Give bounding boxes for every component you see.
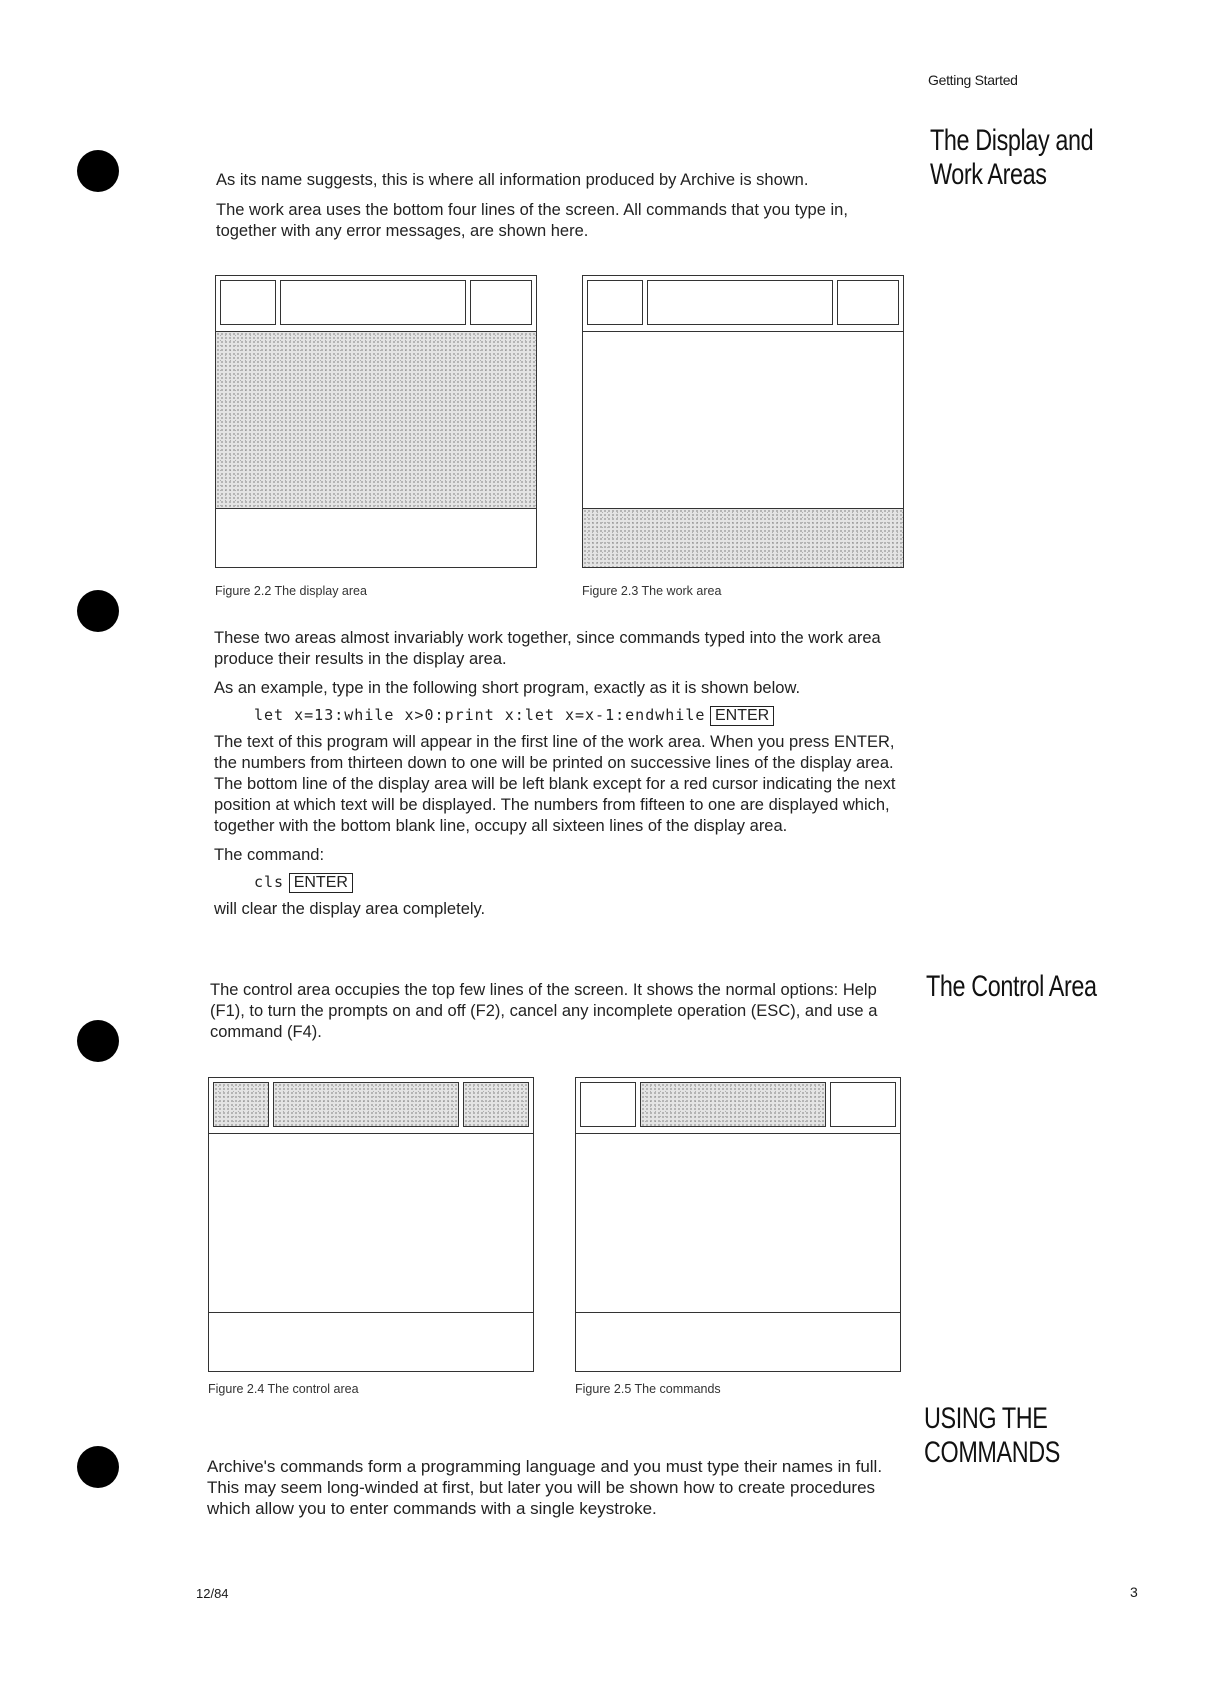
commands-text [207,1456,905,1519]
control-row [209,1078,533,1134]
work-row [576,1312,900,1371]
control-cell-left [220,280,276,325]
paragraph: The work area uses the bottom four lines of the screen. All commands that you type in, together with any error messages, are shown here. [216,201,848,240]
control-cell-right [830,1082,896,1127]
control-row [216,276,536,332]
heading-using-commands-line1: USING THE [924,1402,1048,1435]
work-row [209,1312,533,1371]
control-cell-left [580,1082,636,1127]
figure-caption-2-3: Figure 2.3 The work area [582,584,722,598]
running-header: Getting Started [928,72,1018,88]
control-cell-middle [280,280,466,325]
paragraph: These two areas almost invariably work together, since commands typed into the work area produce their results in the display area. [214,629,881,668]
heading-display-work-line1: The Display and [930,124,1094,157]
control-cell-middle [273,1082,459,1127]
heading-using-commands-line2: COMMANDS [924,1436,1060,1469]
figure-work-area-screen [582,275,904,568]
control-cell-middle [647,280,833,325]
paragraph: Archive's commands form a programming language and you must type their names in full. This may seem long-winded at first, but later you will be shown how to create procedures which allow you to enter commands with a single keystroke. [207,1457,883,1518]
code-program: let x=13:while x>0:print x:let x=x-1:endwhile [254,706,706,724]
paragraph: As an example, type in the following short program, exactly as it is shown below. [214,679,801,697]
control-cell-middle [640,1082,826,1127]
control-row [576,1078,900,1134]
paragraph: The text of this program will appear in the first line of the work area. When you press ENTER, the numbers from thirteen down to one will be printed on successive lines of the display area. The bottom line of the display area will be left blank except for a red cursor indicating the next position at which text will be displayed. The numbers from fifteen to one are displayed which, together with the bottom blank line, occupy all sixteen lines of the display area. [214,733,896,835]
control-cell-right [837,280,899,325]
footer-date: 12/84 [196,1586,229,1601]
figure-caption-2-2: Figure 2.2 The display area [215,584,367,598]
figure-caption-2-4: Figure 2.4 The control area [208,1382,359,1396]
code-cls: cls [254,873,285,891]
display-work-text [216,170,911,242]
work-row [216,508,536,567]
paragraph: As its name suggests, this is where all information produced by Archive is shown. [216,171,809,189]
together-text [214,628,914,920]
figure-caption-2-5: Figure 2.5 The commands [575,1382,721,1396]
paragraph: The command: [214,846,325,864]
paragraph: will clear the display area completely. [214,900,486,918]
control-cell-left [587,280,643,325]
control-cell-left [213,1082,269,1127]
heading-control-area: The Control Area [926,970,1097,1003]
page-number: 3 [1130,1584,1138,1600]
figure-control-area-screen [208,1077,534,1372]
binder-hole-2 [77,590,119,632]
enter-key: ENTER [289,873,353,893]
paragraph: The control area occupies the top few lines of the screen. It shows the normal options: Help (F1), to turn the prompts on and off (F2), cancel any incomplete operation (ESC), and use a command (F4). [210,981,878,1041]
heading-display-work [930,124,1093,192]
heading-using-commands [924,1402,1060,1470]
binder-hole-3 [77,1020,119,1062]
control-cell-right [463,1082,529,1127]
heading-display-work-line2: Work Areas [930,158,1047,191]
figure-display-area-screen [215,275,537,568]
code-line-cls [254,872,914,893]
binder-hole-1 [77,150,119,192]
binder-hole-4 [77,1446,119,1488]
enter-key: ENTER [710,706,774,726]
control-row [583,276,903,332]
figure-commands-screen [575,1077,901,1372]
control-text [210,980,910,1043]
display-area-shaded [216,332,536,508]
control-cell-right [470,280,532,325]
work-area-shaded [583,508,903,567]
code-line-program [254,705,914,726]
